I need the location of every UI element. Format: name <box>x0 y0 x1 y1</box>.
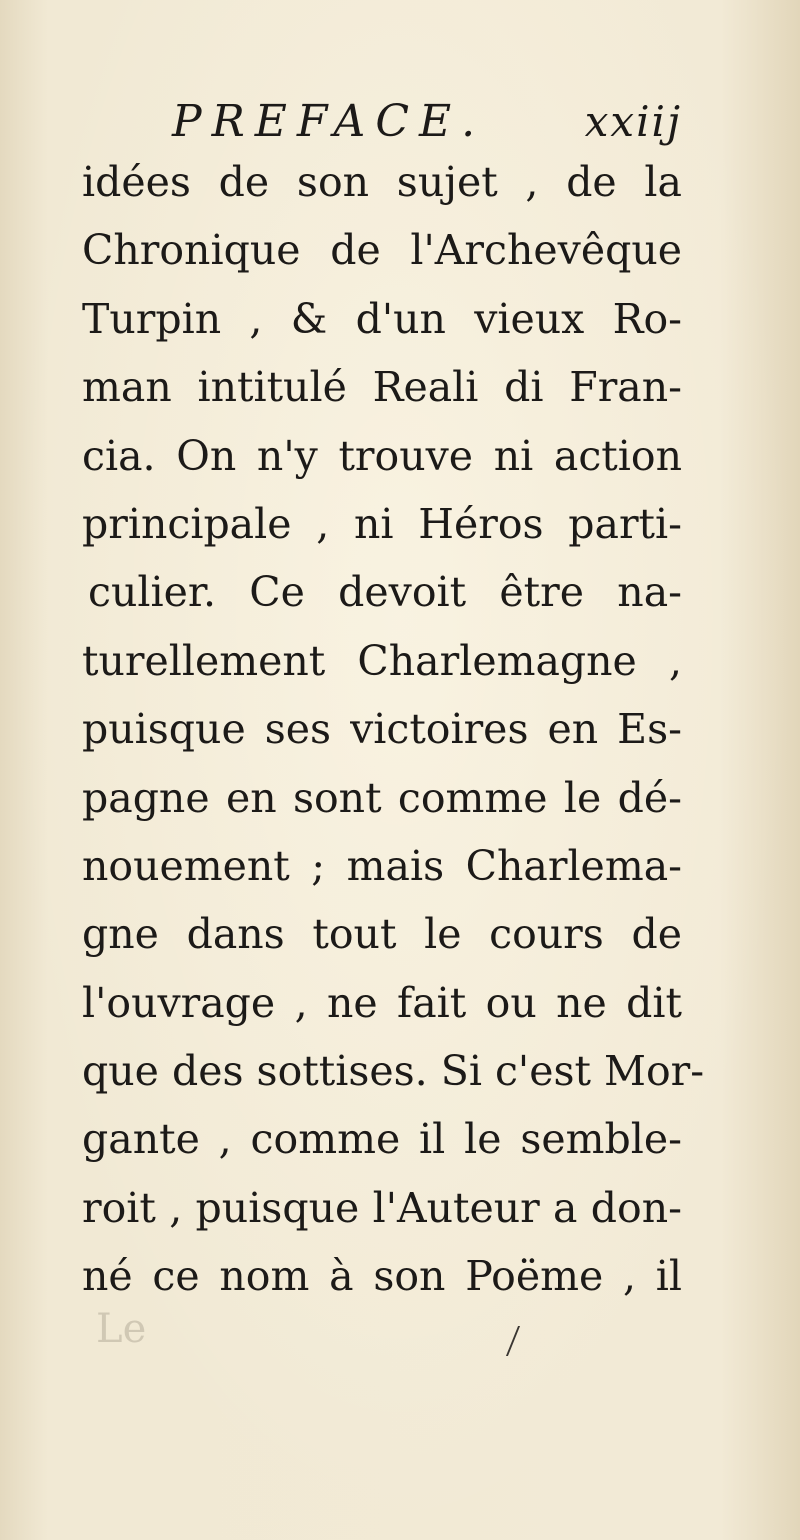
text-line: principale , ni Héros parti- <box>82 499 682 548</box>
text-line: né ce nom à son Poëme , il <box>82 1252 682 1301</box>
text-line: gne dans tout le cours de <box>82 910 682 959</box>
text-line: puisque ses victoires en Es- <box>82 705 682 754</box>
show-through-text: Le <box>96 1306 147 1352</box>
ink-mark <box>506 1326 530 1356</box>
running-header <box>172 92 682 152</box>
text-line: pagne en sont comme le dé- <box>82 773 682 822</box>
text-line: Turpin , & d'un vieux Ro- <box>82 294 682 343</box>
text-line: l'ouvrage , ne fait ou ne dit <box>82 978 682 1027</box>
running-title: PREFACE. <box>172 96 486 147</box>
text-line: gante , comme il le semble- <box>82 1115 682 1164</box>
text-line: culier. Ce devoit être na- <box>88 568 682 617</box>
text-line: que des sottises. Si c'est Mor- <box>82 1047 705 1096</box>
text-line: man intitulé Reali di Fran- <box>82 363 682 412</box>
text-line: nouement ; mais Charlema- <box>82 841 682 890</box>
page-number: xxiij <box>584 97 682 146</box>
text-line: cia. On n'y trouve ni action <box>82 431 682 480</box>
text-line: idées de son sujet , de la <box>82 158 682 206</box>
text-line: turellement Charlemagne , <box>82 636 682 685</box>
body-text <box>82 148 705 1311</box>
text-line: Chronique de l'Archevêque <box>82 226 682 275</box>
text-line: roit , puisque l'Auteur a don- <box>82 1183 682 1232</box>
